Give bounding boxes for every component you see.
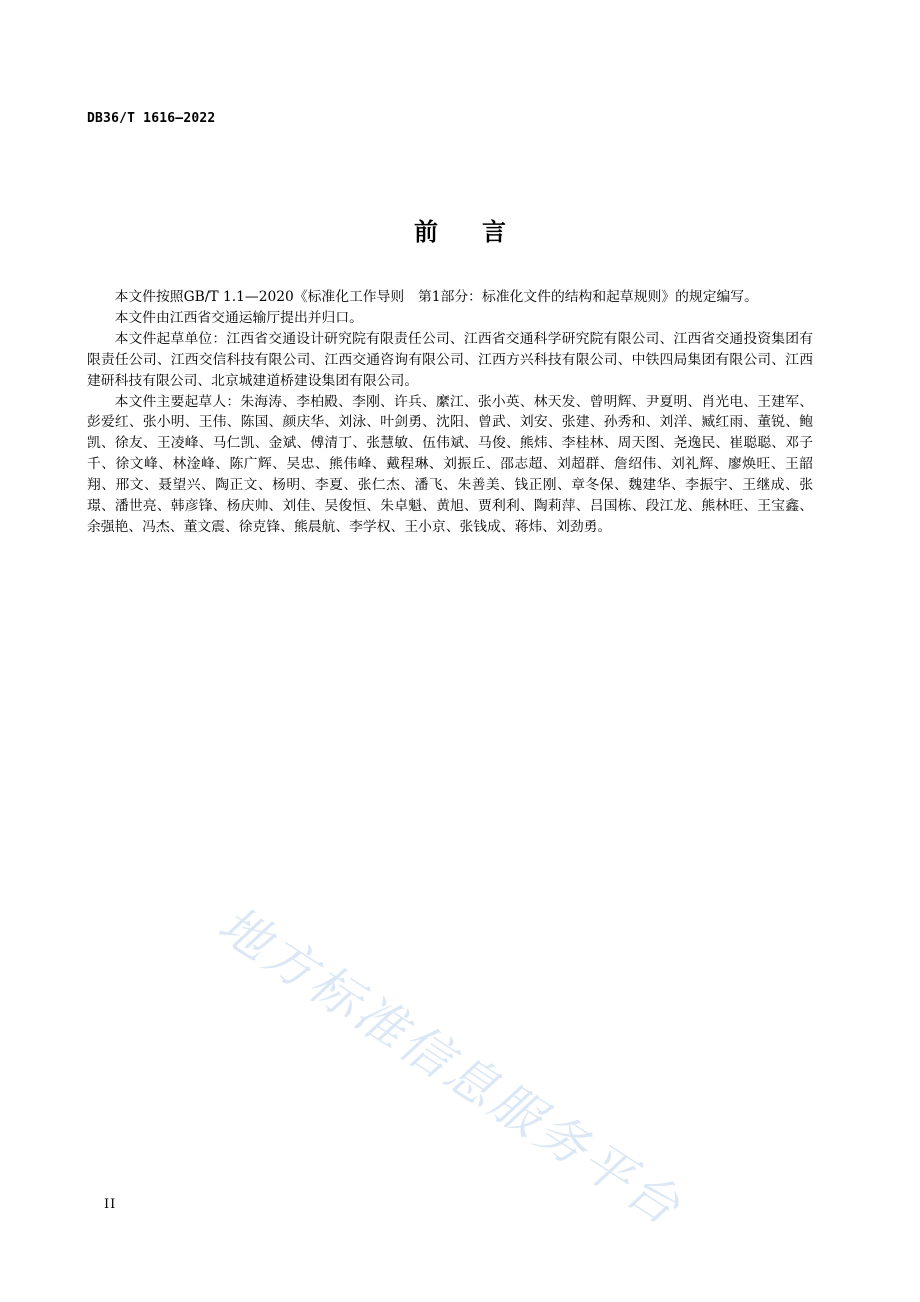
- watermark-text: 地方标准信息服务平台: [208, 895, 693, 1238]
- paragraph-drafting-rules: 本文件按照GB/T 1.1—2020《标准化工作导则 第1部分：标准化文件的结构和起草规则》的规定编写。: [114, 289, 758, 305]
- paragraph-proposer: 本文件由江西省交通运输厅提出并归口。: [114, 309, 363, 326]
- foreword-body: [87, 287, 813, 538]
- paragraph-drafters: 本文件主要起草人：朱海涛、李柏殿、李刚、许兵、縻江、张小英、林天发、曾明辉、尹夏明、肖光电、王建军、彭爱红、张小明、王伟、陈国、颜庆华、刘泳、叶剑勇、沈阳、曾武、刘安、张建、孙秀和、刘洋、臧红雨、董锐、鲍凯、徐友、王凌峰、马仁凯、金斌、傅清丁、张慧敏、伍伟斌、马俊、熊炜、李桂林、周天图、尧逸民、崔聪聪、邓子千、徐文峰、林淦峰、陈广辉、吴忠、熊伟峰、戴程琳、刘振丘、邵志超、刘超群、詹绍伟、刘礼辉、廖焕旺、王韶翔、邢文、聂望兴、陶正文、杨明、李夏、张仁杰、潘飞、朱善美、钱正刚、章冬保、魏建华、李振宇、王继成、张璟、潘世亮、韩彦锋、杨庆帅、刘佳、吴俊恒、朱卓魁、黄旭、贾利利、陶莉萍、吕国栋、段江龙、熊林旺、王宝鑫、余强艳、冯杰、董文震、徐克锋、熊晨航、李学权、王小京、张钱成、蒋炜、刘劲勇。: [87, 393, 813, 535]
- section-title: 前言: [414, 218, 550, 246]
- page-number: II: [104, 1197, 117, 1212]
- document-code: DB36/T 1616—2022: [87, 111, 216, 126]
- paragraph-drafting-units: 本文件起草单位：江西省交通设计研究院有限责任公司、江西省交通科学研究院有限公司、江西省交通投资集团有限责任公司、江西交信科技有限公司、江西交通咨询有限公司、江西方兴科技有限公司、中铁四局集团有限公司、江西建研科技有限公司、北京城建道桥建设集团有限公司。: [87, 330, 813, 389]
